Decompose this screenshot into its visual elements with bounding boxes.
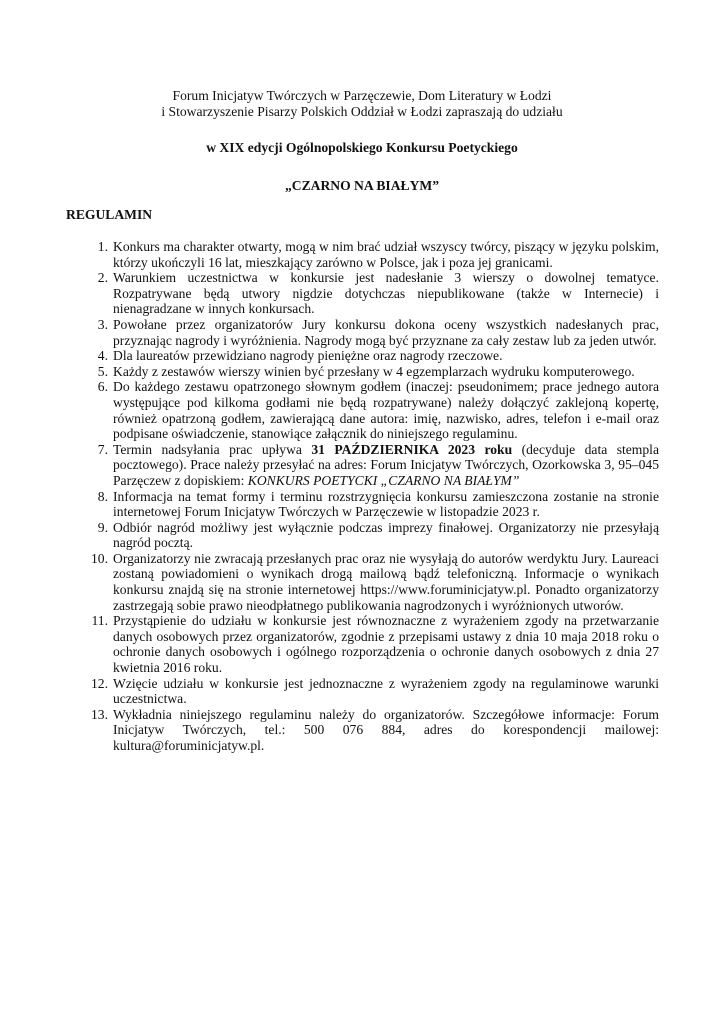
rule-text: Konkurs ma charakter otwarty, mogą w nim brać udział wszyscy twórcy, piszący w języku polskim, którzy ukończyli 16 lat, mieszkający zarówno w Polsce, jak i poza jej granicami. — [113, 239, 659, 270]
rule-text: Wykładnia niniejszego regulaminu należy do organizatorów. Szczegółowe informacje: Forum Inicjatyw Twórczych, tel.: 500 076 884, adres do korespondencji mailowej: kultura@foruminicjatyw.pl. — [113, 706, 659, 753]
rule-item-2 — [97, 270, 659, 317]
rule-number: 1. — [97, 239, 108, 254]
rule-item-10 — [91, 550, 659, 613]
rule-number: 7. — [97, 441, 108, 457]
rule-item-5 — [97, 363, 659, 380]
rule-text: Informacja na temat formy i terminu rozstrzygnięcia konkursu zamieszczona zostanie na stronie internetowej Forum Inicjatyw Twórczych w Parzęczewie w listopadzie 2023 r. — [113, 488, 659, 520]
rules-list — [91, 239, 659, 754]
rule-item-13 — [91, 706, 659, 754]
rule-text: Odbiór nagród możliwy jest wyłącznie podczas imprezy finałowej. Organizatorzy nie przesyłają nagród pocztą. — [113, 519, 659, 551]
rule-text: Organizatorzy nie zwracają przesłanych prac oraz nie wysyłają do autorów werdyktu Jury. Laureaci zostaną powiadomieni o wynikach drogą mailową bądź telefoniczną. Informacje o wynikach konkursu znajdą się na stronie internetowej https://www.foruminicjatyw.pl. Ponadto organizatorzy zastrzegają sobie prawo nieodpłatnego publikowania nagrodzonych i wyróżnionych utworów. — [113, 550, 659, 613]
rule-item-1 — [97, 239, 659, 270]
rule-item-4 — [97, 348, 659, 364]
rule-number: 8. — [97, 488, 108, 504]
rule-number: 11. — [91, 613, 108, 629]
rule-number: 13. — [91, 706, 108, 722]
rule-item-12 — [91, 675, 659, 707]
rule-item-3 — [97, 316, 659, 348]
invitation-intro — [0, 88, 724, 119]
rule-text-part: (decyduje data stempla pocztowego). Prace należy przesyłać na adres: Forum Inicjatyw Twórczych, Ozorkowska 3, 95–045 Parzęczew z dopiskiem: — [113, 441, 659, 488]
intro-line-1: Forum Inicjatyw Twórczych w Parzęczewie, Dom Literatury w Łodzi — [172, 88, 552, 103]
regulations-heading: REGULAMIN — [66, 207, 153, 222]
rule-item-11 — [91, 613, 659, 676]
rule-number: 6. — [97, 379, 108, 395]
rule-text: Przystąpienie do udziału w konkursie jest równoznaczne z wyrażeniem zgody na przetwarzanie danych osobowych przez organizatorów, zgodnie z przepisami ustawy z dnia 10 maja 2018 roku o ochronie danych osobowych i ogólnego rozporządzenia o ochronie danych osobowych z dnia 27 kwietnia 2016 roku. — [113, 613, 659, 676]
rule-item-8 — [97, 488, 659, 520]
rule-text: Do każdego zestawu opatrzonego słownym godłem (inaczej: pseudonimem; prace jednego autora występujące pod kilkoma godłami nie będą rozpatrywane) należy dołączyć zaklejoną kopertę, również opatrzoną godłem, zawierającą dane autora: imię, nazwisko, adres, telefon i e-mail oraz podpisane oświadczenie, stanowiące załącznik do niniejszego regulaminu. — [113, 379, 659, 442]
rule-text: Wzięcie udziału w konkursie jest jednoznaczne z wyrażeniem zgody na regulaminowe warunki uczestnictwa. — [113, 675, 659, 707]
rule-text: Warunkiem uczestnictwa w konkursie jest nadesłanie 3 wierszy o dowolnej tematyce. Rozpatrywane będą utwory nigdzie dotychczas niepublikowane (także w Internecie) i nienagradzane w innych konkursach. — [113, 270, 659, 317]
rule-text: Powołane przez organizatorów Jury konkursu dokona oceny wszystkich nadesłanych prac, przyznając nagrody i wyróżnienia. Nagrody mogą być przyznane za cały zestaw lub za jeden utwór. — [113, 316, 659, 348]
intro-line-2: i Stowarzyszenie Pisarzy Polskich Oddział w Łodzi zapraszają do udziału — [161, 103, 563, 119]
contest-title: „CZARNO NA BIAŁYM” — [284, 178, 440, 193]
rule-number: 3. — [97, 316, 108, 332]
rule-number: 2. — [97, 270, 108, 286]
rule-item-6 — [97, 379, 659, 442]
rule-number: 4. — [97, 348, 108, 364]
rule-text-part: Termin nadsyłania prac upływa — [113, 441, 312, 457]
rule-text: Dla laureatów przewidziano nagrody pieniężne oraz nagrody rzeczowe. — [113, 348, 503, 364]
rule-number: 10. — [91, 550, 108, 566]
rule-text: Każdy z zestawów wierszy winien być przesłany w 4 egzemplarzach wydruku komputerowego. — [113, 363, 635, 379]
envelope-annotation: KONKURS POETYCKI „CZARNO NA BIAŁYM” — [247, 472, 520, 488]
rule-item-9 — [97, 519, 659, 551]
rule-number: 9. — [97, 519, 108, 535]
rule-number: 12. — [91, 675, 108, 691]
rule-item-7 — [97, 441, 659, 489]
deadline-date: 31 PAŹDZIERNIKA 2023 roku — [311, 441, 513, 457]
edition-heading: w XIX edycji Ogólnopolskiego Konkursu Poetyckiego — [206, 140, 518, 155]
rule-number: 5. — [97, 363, 108, 379]
